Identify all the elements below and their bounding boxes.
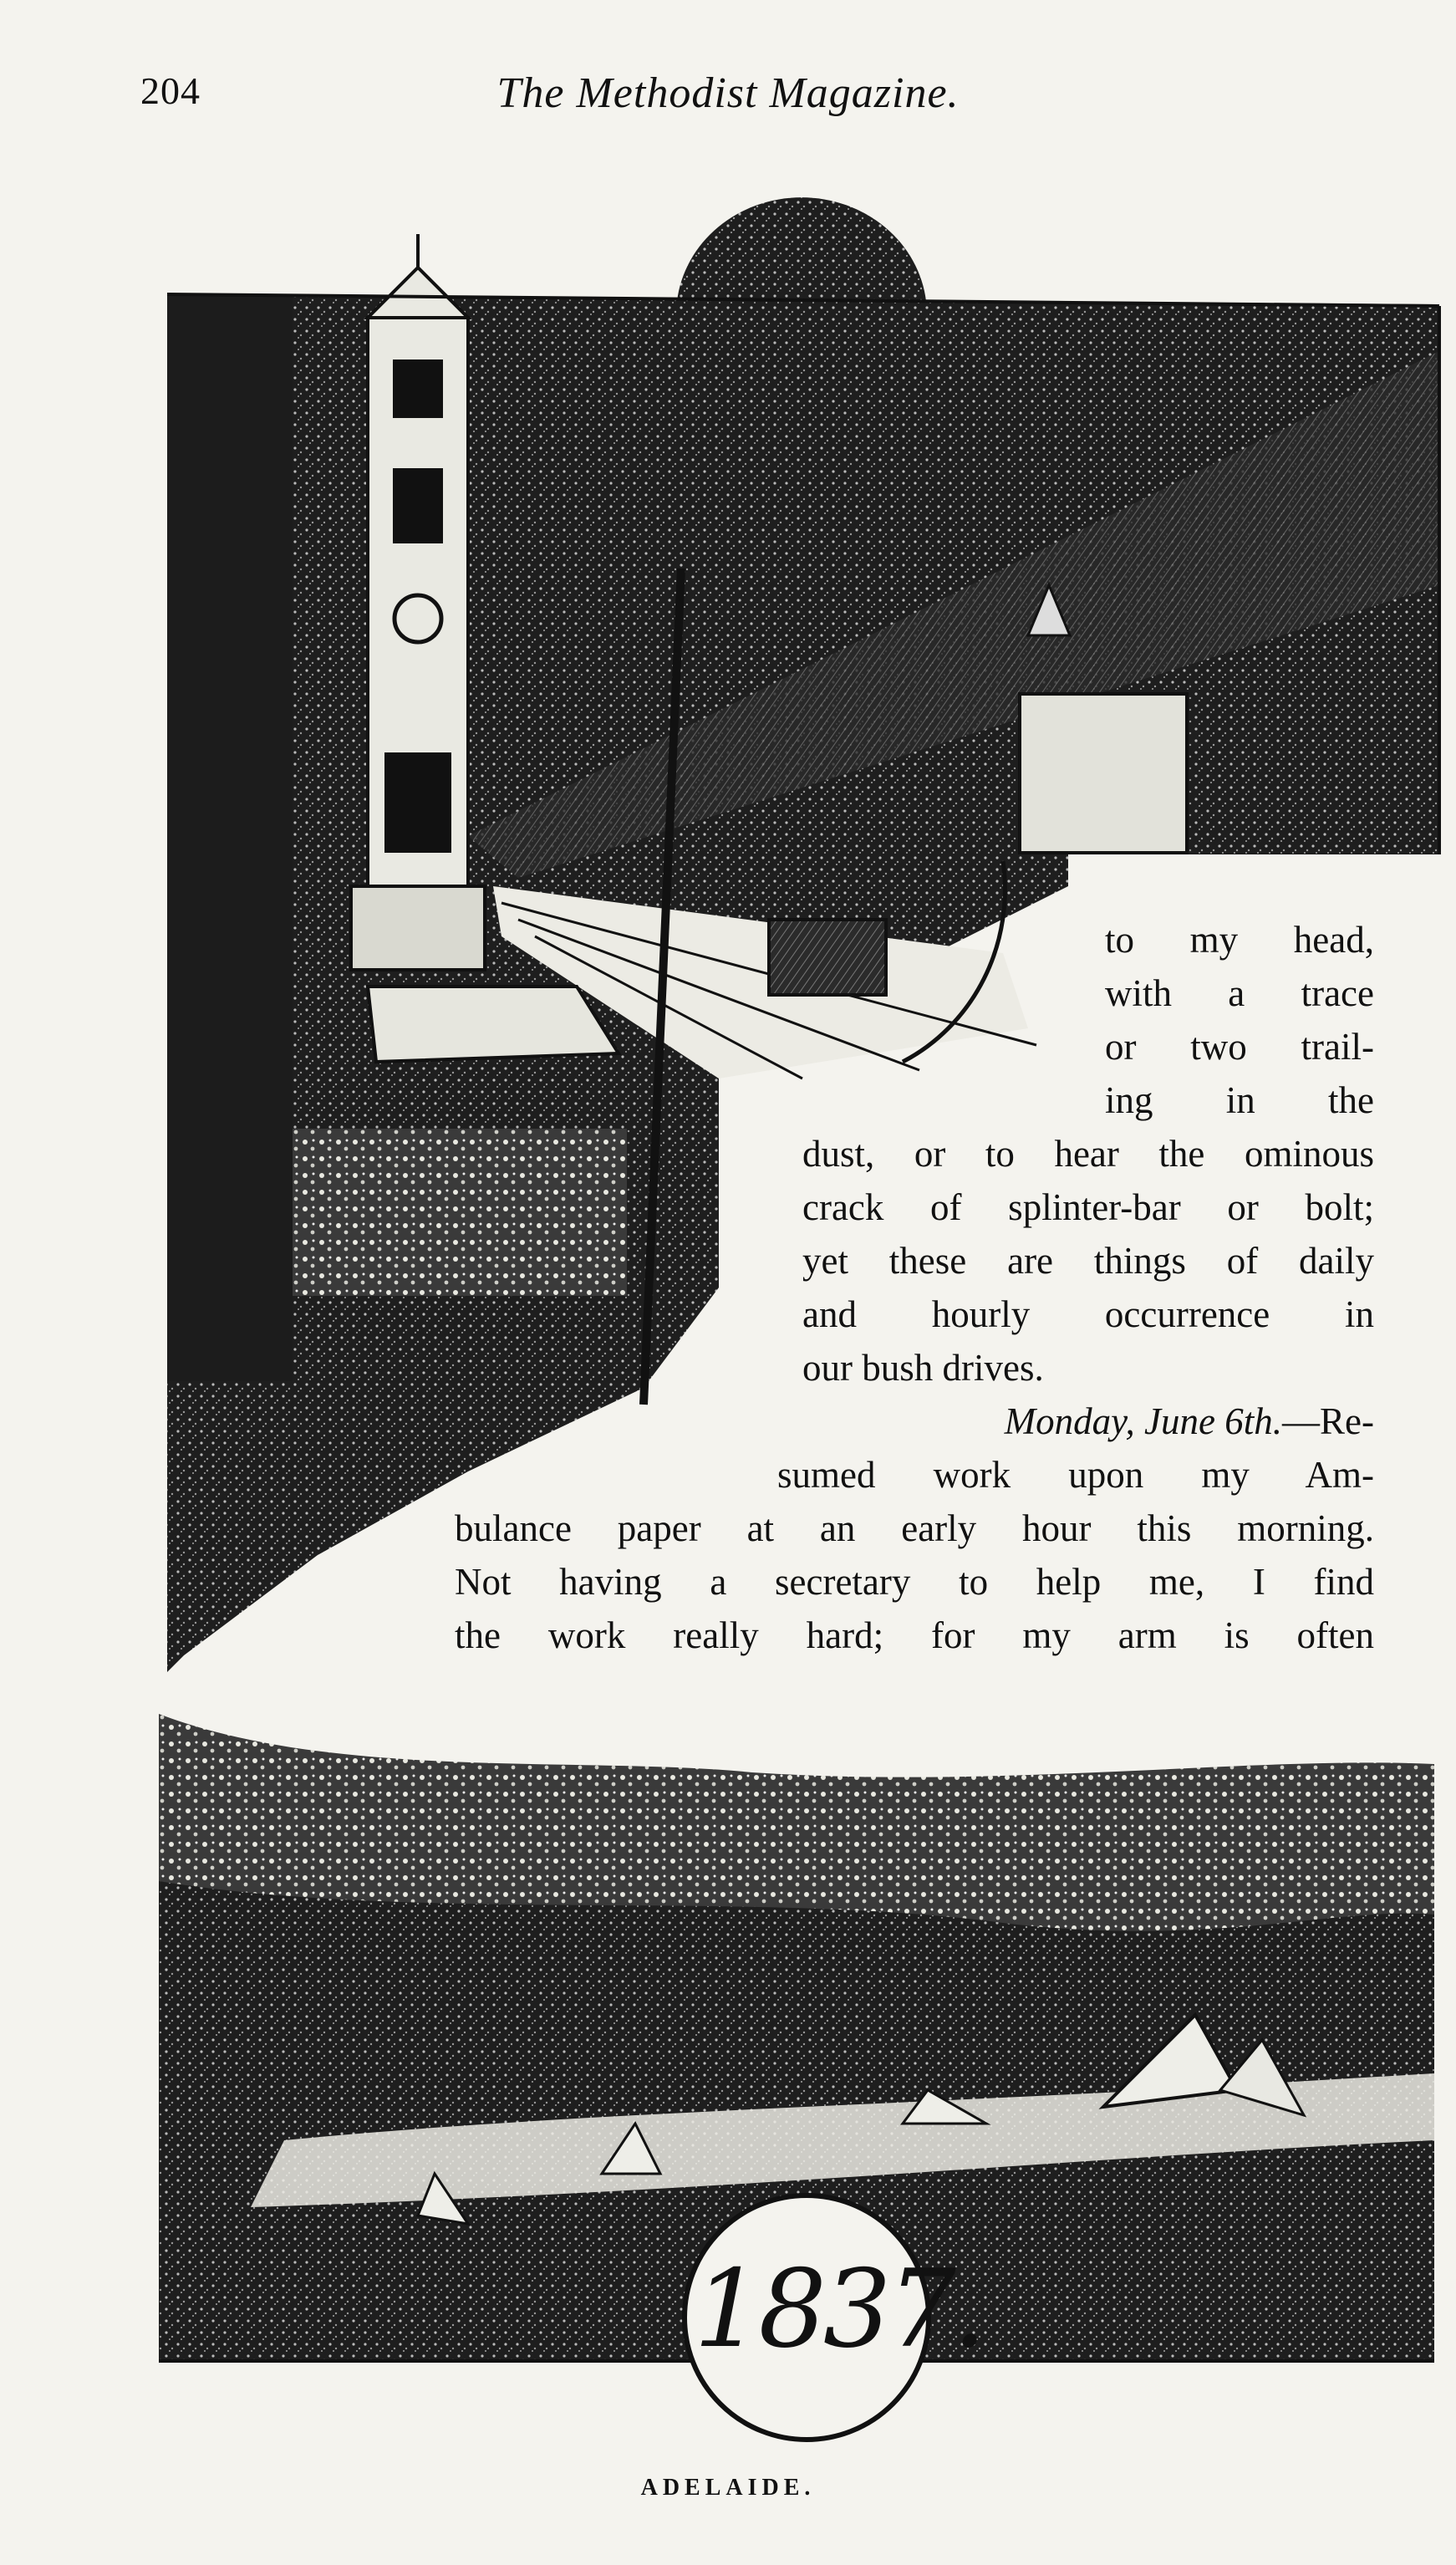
text-line: sumed work upon my Am- <box>777 1454 1374 1496</box>
text-line: crack of splinter-bar or bolt; <box>802 1186 1374 1228</box>
text-column-narrow <box>1105 913 1374 1127</box>
page-number: 204 <box>140 69 201 112</box>
text-line: the work really hard; for my arm is often <box>455 1614 1374 1656</box>
text-line: dust, or to hear the ominous <box>802 1133 1374 1175</box>
text-line: ing in the <box>1105 1079 1374 1121</box>
text-column-medium <box>802 1127 1374 1395</box>
year-medallion-label: 1837. <box>694 2247 984 2372</box>
text-line: yet these are things of daily <box>802 1240 1374 1282</box>
text-line: bulance paper at an early hour this morning. <box>455 1507 1374 1549</box>
text-line: Not having a secretary to help me, I find <box>455 1561 1374 1603</box>
text-line: our bush drives. <box>802 1347 1044 1389</box>
text-line: and hourly occurrence in <box>802 1293 1374 1335</box>
illustration-caption: ADELAIDE. <box>640 2475 816 2501</box>
text-line <box>851 1395 1374 1448</box>
date-heading: Monday, June 6th. <box>1004 1400 1283 1442</box>
text-column-wide <box>455 1502 1374 1662</box>
text-column-medium-2 <box>777 1448 1374 1502</box>
date-heading-line <box>851 1395 1374 1448</box>
running-head: The Methodist Magazine. <box>496 69 960 117</box>
text-line: with a trace <box>1105 972 1374 1014</box>
date-continuation: —Re- <box>1282 1400 1374 1442</box>
text-line: to my head, <box>1105 919 1374 961</box>
text-line: or two trail- <box>1105 1026 1374 1068</box>
